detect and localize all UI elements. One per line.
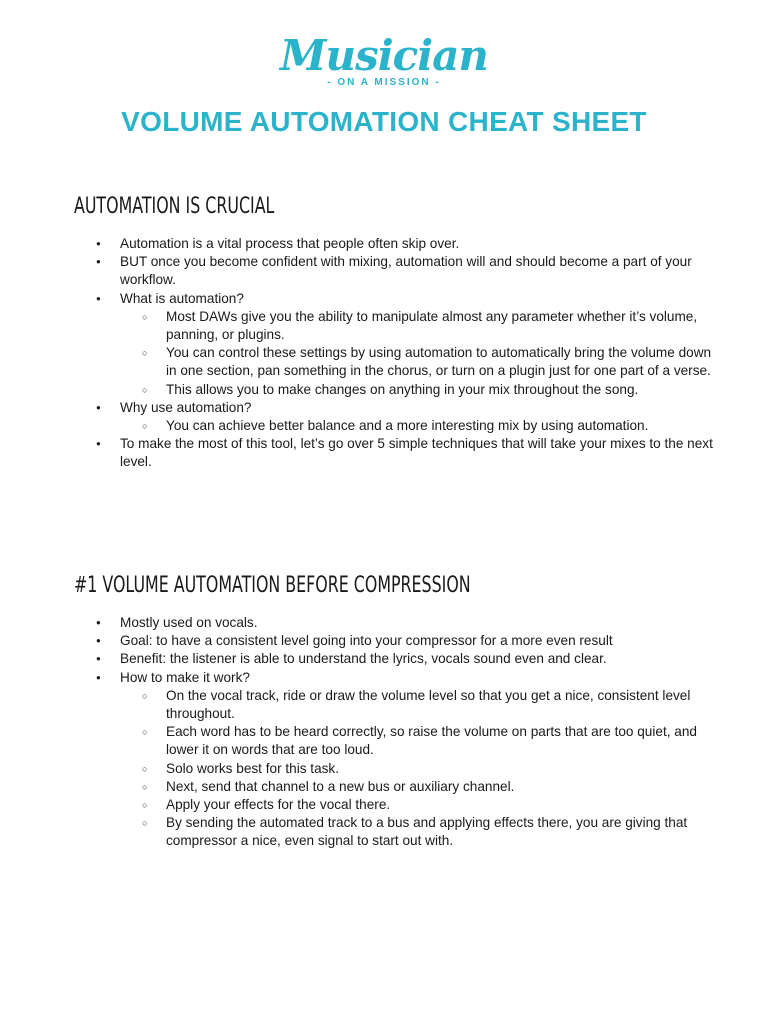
brand-logo [0,32,768,90]
list-item-what-is-automation [74,290,714,399]
sub-list-item: ○ Each word has to be heard correctly, so raise the volume on parts that are too quiet, and lower it on words that are too loud. [74,723,714,759]
sub-list-item: ○ On the vocal track, ride or draw the volume level so that you get a nice, consistent level throughout. [74,687,714,723]
list-item-label: How to make it work? [120,669,250,685]
sub-list-item: ○ Next, send that channel to a new bus or auxiliary channel. [74,778,714,796]
list-item: ● Benefit: the listener is able to understand the lyrics, vocals sound even and clear. [74,650,714,668]
sub-list-item: ○ Solo works best for this task. [74,760,714,778]
section-heading-volume-automation-before-compression: #1 VOLUME AUTOMATION BEFORE COMPRESSION [74,573,471,598]
list-item: ● Automation is a vital process that people often skip over. [74,235,714,253]
sub-list-what-is-automation [120,308,714,399]
page-title: VOLUME AUTOMATION CHEAT SHEET [121,106,647,137]
list-item-why-use-automation [74,399,714,435]
section-heading-automation-is-crucial: AUTOMATION IS CRUCIAL [74,194,275,219]
sub-list-why-use-automation [120,417,714,435]
logo-wordmark: Musician [280,31,488,80]
list-item-label: What is automation? [120,290,244,306]
sub-list-how-to-make-it-work [120,687,714,851]
list-item-label: Why use automation? [120,399,252,415]
list-item: ● Goal: to have a consistent level going into your compressor for a more even result [74,632,714,650]
logo-tagline: - ON A MISSION - [327,77,441,88]
sub-list-item: ○ You can achieve better balance and a more interesting mix by using automation. [74,417,714,435]
list-item: ● To make the most of this tool, let’s go over 5 simple techniques that will take your mixes to the next level. [74,435,714,471]
list-item: ● BUT once you become confident with mixing, automation will and should become a part of your workflow. [74,253,714,289]
sub-list-item: ○ Apply your effects for the vocal there. [74,796,714,814]
sub-list-item: ○ This allows you to make changes on anything in your mix throughout the song. [74,381,714,399]
bullet-list-automation-is-crucial [74,235,714,472]
list-item: ● Mostly used on vocals. [74,614,714,632]
sub-list-item: ○ By sending the automated track to a bus and applying effects there, you are giving that compressor a nice, even signal to start out with. [74,814,714,850]
sub-list-item: ○ You can control these settings by using automation to automatically bring the volume down in one section, pan something in the chorus, or turn on a plugin just for one part of a verse. [74,344,714,380]
list-item-how-to-make-it-work [74,669,714,851]
bullet-list-volume-automation-before-compression [74,614,714,851]
sub-list-item: ○ Most DAWs give you the ability to manipulate almost any parameter whether it’s volume, panning, or plugins. [74,308,714,344]
